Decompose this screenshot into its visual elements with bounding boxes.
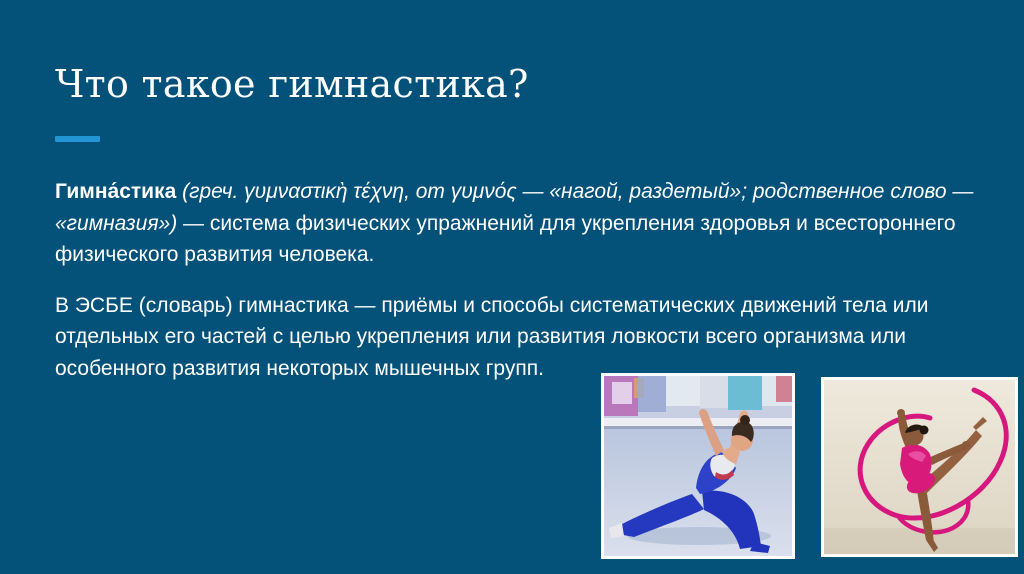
acrobatic-gymnast-photo (601, 373, 795, 559)
title-accent-dash (55, 136, 100, 142)
rhythmic-gymnast-ribbon-photo (821, 377, 1018, 557)
etymology-italic-text: (греч. γυμναστικὴ τέχνη, от γυμνός — «нагой, раздетый»; родственное слово — «гимназия») (55, 180, 974, 235)
rhythmic-gymnast-illustration (824, 380, 1015, 554)
slide-body-text (55, 176, 980, 403)
term-bold-text: Гимна́стика (55, 180, 177, 203)
esbe-paragraph: В ЭСБЕ (словарь) гимнастика — приёмы и способы систематических движений тела или отдельных его частей с целью укрепления или развития ловкости всего организма или особенного развития некоторых мышечных групп. (55, 293, 929, 380)
slide-title: Что такое гимнастика? (55, 62, 529, 106)
definition-text: — система физических упражнений для укрепления здоровья и всестороннего физического развития человека. (55, 211, 956, 266)
definition-paragraph (55, 176, 980, 271)
acrobatic-gymnast-illustration (604, 376, 792, 556)
